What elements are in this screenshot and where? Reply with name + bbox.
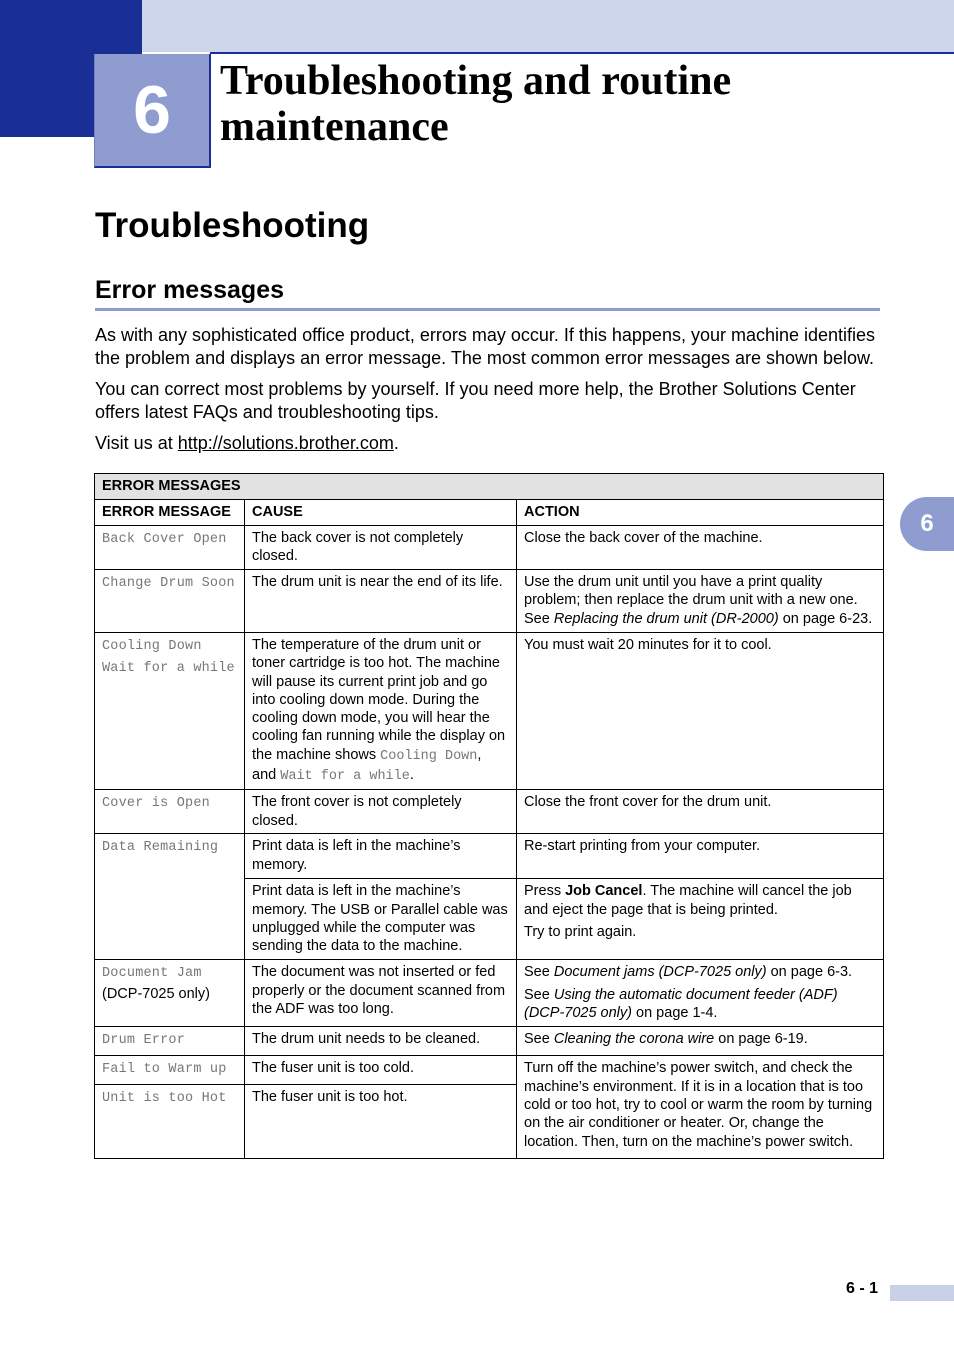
action-text: [517, 1027, 884, 1056]
error-code: Data Remaining: [102, 840, 219, 856]
footer-bar: [890, 1285, 954, 1301]
action-text: Close the front cover for the drum unit.: [517, 790, 884, 834]
chapter-number: 6: [133, 72, 171, 148]
cause-text: The front cover is not completely closed.: [245, 790, 517, 834]
cause-post: .: [409, 767, 414, 784]
table-row: [95, 1027, 884, 1056]
subsection-title: Error messages: [95, 276, 285, 304]
visit-prefix: Visit us at: [95, 433, 178, 453]
action1-reference: Document jams (DCP-7025 only): [553, 964, 767, 981]
table-banner: ERROR MESSAGES: [95, 474, 884, 500]
cause-text: The fuser unit is too cold.: [245, 1056, 517, 1085]
cause-text: The drum unit is near the end of its life.: [245, 570, 517, 633]
chapter-side-tab: [900, 497, 954, 551]
help-paragraph: You can correct most problems by yourself. If you need more help, the Brother Solutions Center offers latest FAQs and troubleshooting tips.: [95, 379, 856, 422]
action-reference: Replacing the drum unit (DR-2000): [553, 610, 779, 627]
table-row: [95, 633, 884, 790]
table-row: [95, 1056, 884, 1085]
action-pre: Press: [524, 883, 566, 900]
error-code: Fail to Warm up: [102, 1062, 227, 1078]
action-text: Close the back cover of the machine.: [517, 526, 884, 570]
cause-text: The drum unit needs to be cleaned.: [245, 1027, 517, 1056]
error-code: Unit is too Hot: [102, 1091, 227, 1107]
header-error-message: ERROR MESSAGE: [95, 500, 245, 526]
error-code: Back Cover Open: [102, 532, 227, 547]
action-post: on page 6-23.: [778, 610, 873, 627]
solutions-link[interactable]: http://solutions.brother.com: [177, 433, 394, 453]
action1-pre: See: [524, 964, 554, 981]
intro-paragraph: As with any sophisticated office product, errors may occur. If this happens, your machine identifies the problem and displays an error message. The most common error messages are shown below.: [95, 325, 876, 368]
action-text: Turn off the machine’s power switch, and check the machine’s environment. If it is in a location that is too cold or too hot, try to cool or warm the room by turning on the air conditioner or heater. Or, change the location. Then, turn on the machine’s power switch.: [517, 1056, 884, 1159]
cause-text: Print data is left in the machine’s memory.: [245, 834, 517, 879]
table-row: [95, 526, 884, 570]
cause-code-2: Wait for a while: [280, 769, 410, 785]
visit-suffix: .: [393, 433, 399, 453]
chapter-number-box: [94, 54, 211, 168]
action2-post: on page 1-4.: [632, 1004, 718, 1021]
error-code: Drum Error: [102, 1033, 186, 1049]
cause-text: The back cover is not completely closed.: [245, 526, 517, 570]
chapter-title: Troubleshooting and routine maintenance: [220, 58, 732, 150]
action-post: . The machine will cancel the job and eject the page that is being printed.: [524, 883, 852, 918]
action-text: [517, 879, 884, 960]
chapter-band-rule: [210, 52, 954, 54]
action-pre: See: [524, 1031, 554, 1048]
chapter-band-light: [142, 0, 954, 52]
error-messages-table: [94, 473, 884, 1159]
table-row: [95, 570, 884, 633]
job-cancel-key: Job Cancel: [565, 883, 643, 900]
page-number: 6 - 1: [846, 1280, 879, 1297]
error-code: Cooling Down: [102, 639, 202, 654]
error-code: Change Drum Soon: [102, 576, 235, 591]
side-tab-number: 6: [920, 510, 934, 537]
error-code: Document Jam: [102, 966, 202, 982]
action1-post: on page 6-3.: [766, 964, 853, 981]
action-reference: Cleaning the corona wire: [553, 1031, 715, 1048]
action-text: [517, 960, 884, 1027]
visit-paragraph: [95, 432, 895, 455]
cause-text: [245, 633, 517, 790]
error-code: Cover is Open: [102, 796, 210, 812]
header-action: ACTION: [517, 500, 884, 526]
table-row: [95, 960, 884, 1027]
action-text: You must wait 20 minutes for it to cool.: [517, 633, 884, 790]
cause-text: The fuser unit is too hot.: [245, 1085, 517, 1159]
cause-mid: , and: [252, 746, 482, 784]
cause-pre: The temperature of the drum unit or toner cartridge is too hot. The machine will pause its current print job and go into cooling down mode. During the cooling down mode, you will hear the cooling fan running while the display on the machine shows: [252, 637, 506, 763]
action-pre: Use the drum unit until you have a print quality problem; then replace the drum unit with a new one. See: [524, 574, 858, 627]
action-post: on page 6-19.: [714, 1031, 808, 1048]
cause-text: The document was not inserted or fed properly or the document scanned from the ADF was too long.: [245, 960, 517, 1027]
table-row: [95, 790, 884, 834]
header-cause: CAUSE: [245, 500, 517, 526]
action-text: Re-start printing from your computer.: [517, 834, 884, 879]
model-note: (DCP-7025 only): [102, 986, 210, 1003]
action2-pre: See: [524, 986, 554, 1003]
action-text: [517, 570, 884, 633]
cause-text: Print data is left in the machine’s memory. The USB or Parallel cable was unplugged while the computer was sending the data to the machine.: [245, 879, 517, 960]
subsection-rule: [95, 308, 880, 311]
section-title: Troubleshooting: [95, 206, 370, 245]
table-row: [95, 834, 884, 879]
action-line2: Try to print again.: [524, 923, 637, 940]
cause-code-1: Cooling Down: [380, 748, 478, 764]
action2-reference: Using the automatic document feeder (ADF) (DCP-7025 only): [524, 986, 838, 1021]
error-code-line2: Wait for a while: [102, 661, 235, 676]
